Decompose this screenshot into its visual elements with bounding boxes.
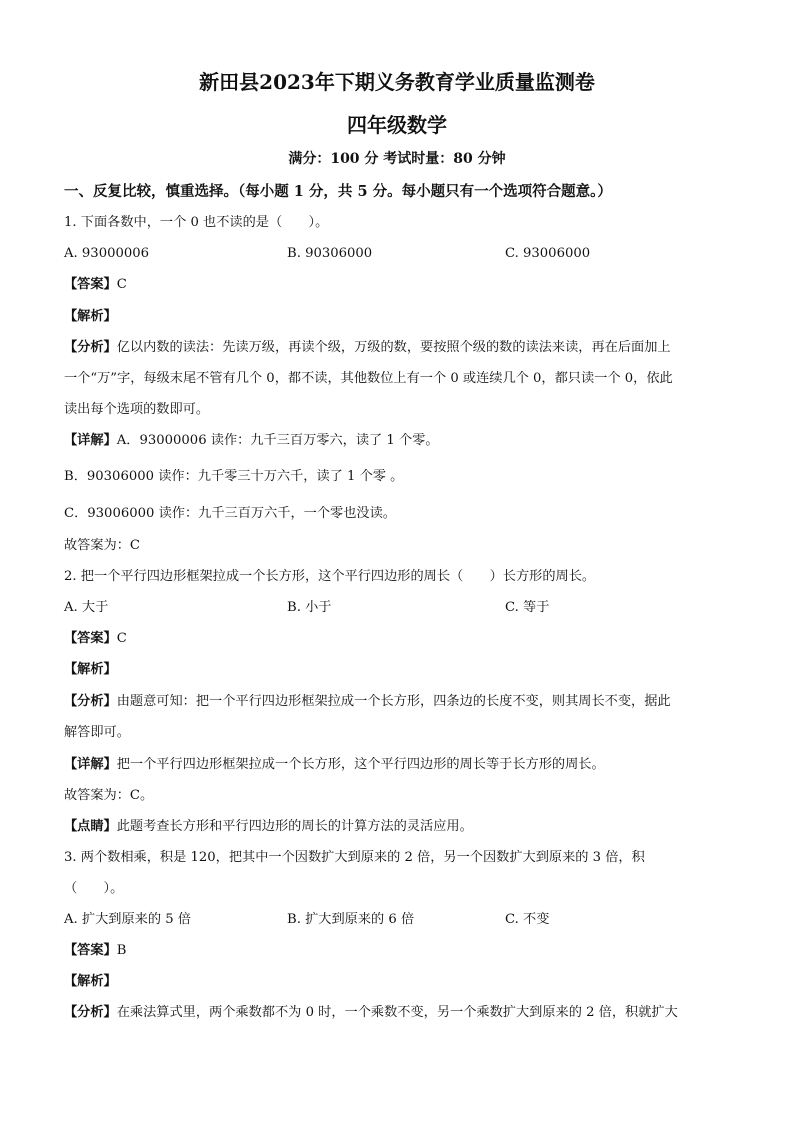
question-2-dianjing	[64, 818, 473, 836]
question-1-option-a: A. 93000006	[64, 246, 150, 261]
question-2-xiangjie	[64, 756, 605, 774]
answer-value: B	[116, 943, 127, 958]
question-2-analysis-tag: 【解析】	[64, 662, 117, 677]
xiangjie-text: A．93000006 读作：九千三百万零六，读了 1 个零。	[116, 433, 439, 448]
dianjing-tag: 【点睛】	[64, 819, 117, 834]
question-2-stem: 2. 把一个平行四边形框架拉成一个长方形，这个平行四边形的周长（ ）长方形的周长。	[64, 569, 596, 584]
exam-subtitle: 四年级数学	[347, 113, 447, 137]
question-3-stem-line-2: （ ）。	[64, 881, 124, 896]
question-2-option-b: B. 小于	[287, 600, 332, 615]
question-3-stem-line-1: 3. 两个数相乘，积是 120，把其中一个因数扩大到原来的 2 倍，另一个因数扩大到原来的 3 倍，积	[64, 850, 645, 865]
answer-value: C	[116, 631, 127, 646]
question-1-fenxi-line-2: 一个“万”字，每级末尾不管有几个 0，都不读，其他数位上有一个 0 或连续几个 0，都只读一个 0，依此	[64, 371, 673, 386]
xiangjie-tag: 【详解】	[64, 433, 117, 448]
exam-title: 新田县2023年下期义务教育学业质量监测卷	[199, 70, 595, 94]
xiangjie-tag: 【详解】	[64, 757, 117, 772]
xiangjie-text: 把一个平行四边形框架拉成一个长方形，这个平行四边形的周长等于长方形的周长。	[116, 757, 605, 772]
fenxi-tag: 【分析】	[64, 340, 117, 355]
question-3-option-b: B. 扩大到原来的 6 倍	[287, 912, 415, 927]
question-1-stem: 1. 下面各数中，一个 0 也不读的是（ ）。	[64, 215, 329, 230]
fenxi-text: 亿以内数的读法：先读万级，再读个级，万级的数，要按照个级的数的读法来读，再在后面加上	[116, 340, 671, 355]
question-1-xiangjie-line-1	[64, 432, 439, 450]
question-3-fenxi-line-1	[64, 1004, 678, 1022]
exam-meta: 满分：100 分 考试时量：80 分钟	[288, 151, 506, 167]
fenxi-text: 在乘法算式里，两个乘数都不为 0 时，一个乘数不变，另一个乘数扩大到原来的 2 倍，积就扩大	[116, 1005, 678, 1020]
question-3-option-c: C. 不变	[505, 912, 550, 927]
fenxi-tag: 【分析】	[64, 694, 117, 709]
answer-tag: 【答案】	[64, 631, 117, 646]
answer-tag: 【答案】	[64, 277, 117, 292]
question-1-xiangjie-line-3: C．93006000 读作：九千三百万六千，一个零也没读。	[64, 506, 396, 521]
dianjing-text: 此题考查长方形和平行四边形的周长的计算方法的灵活应用。	[116, 819, 473, 834]
question-2-conclusion: 故答案为：C。	[64, 788, 154, 803]
question-1-fenxi-line-3: 读出每个选项的数即可。	[64, 402, 210, 417]
question-1-conclusion: 故答案为：C	[64, 538, 141, 553]
answer-tag: 【答案】	[64, 943, 117, 958]
fenxi-tag: 【分析】	[64, 1005, 117, 1020]
question-1-analysis-tag: 【解析】	[64, 309, 117, 324]
question-1-option-c: C. 93006000	[505, 246, 591, 261]
fenxi-text: 由题意可知：把一个平行四边形框架拉成一个长方形，四条边的长度不变，则其周长不变，据此	[116, 694, 671, 709]
question-1-option-b: B. 90306000	[287, 246, 373, 261]
question-2-answer	[64, 630, 127, 648]
question-2-fenxi-line-1	[64, 693, 671, 711]
answer-value: C	[116, 277, 127, 292]
question-2-option-c: C. 等于	[505, 600, 550, 615]
question-3-answer	[64, 942, 126, 960]
question-2-option-a: A. 大于	[64, 600, 109, 615]
section-heading: 一、反复比较，慎重选择。（每小题 1 分，共 5 分。每小题只有一个选项符合题意。）	[64, 183, 612, 200]
question-3-option-a: A. 扩大到原来的 5 倍	[64, 912, 191, 927]
question-1-answer	[64, 276, 127, 294]
question-2-fenxi-line-2: 解答即可。	[64, 725, 130, 740]
question-1-fenxi-line-1	[64, 339, 671, 357]
question-3-analysis-tag: 【解析】	[64, 974, 117, 989]
question-1-xiangjie-line-2: B．90306000 读作：九千零三十万六千，读了 1 个零 。	[64, 469, 404, 484]
